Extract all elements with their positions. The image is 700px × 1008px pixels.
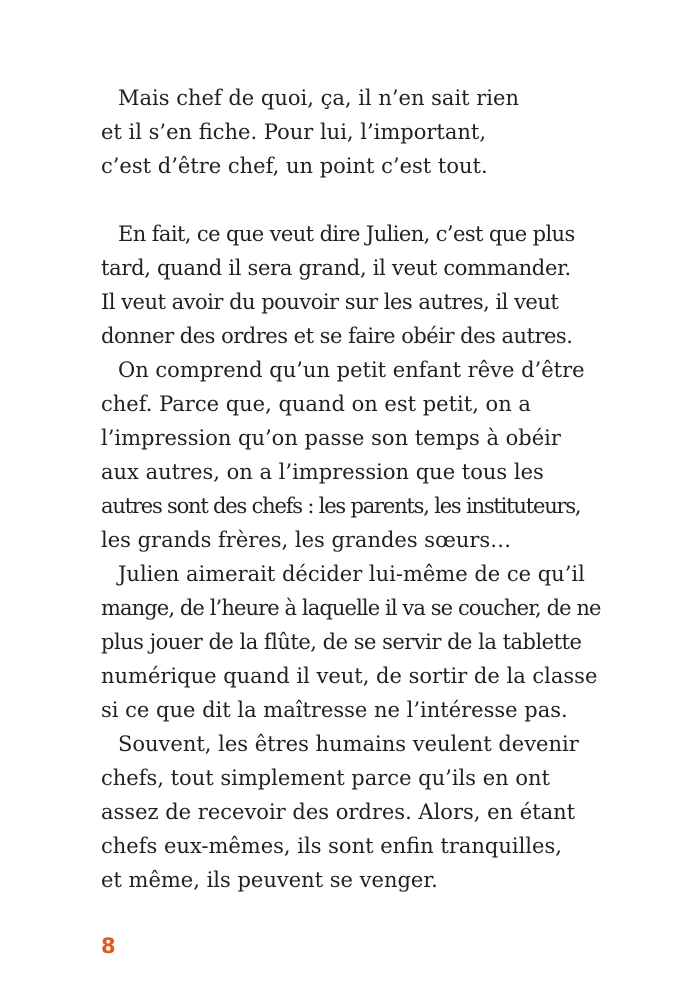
paragraph-line: autres sont des chefs : les parents, les instituteurs, — [101, 494, 581, 518]
paragraph-line: plus jouer de la flûte, de se servir de la tablette — [101, 630, 582, 654]
paragraph-line: donner des ordres et se faire obéir des autres. — [101, 324, 573, 348]
paragraph-line: c’est d’être chef, un point c’est tout. — [101, 154, 488, 178]
paragraph-line: aux autres, on a l’impression que tous les — [101, 460, 544, 484]
paragraph-line: et il s’en fiche. Pour lui, l’important, — [101, 120, 487, 144]
text-section-1 — [101, 81, 611, 183]
paragraph-line: En fait, ce que veut dire Julien, c’est que plus — [118, 222, 575, 246]
paragraph-line: Il veut avoir du pouvoir sur les autres, il veut — [101, 290, 559, 314]
paragraph-line: On comprend qu’un petit enfant rêve d’être — [118, 358, 585, 382]
paragraph-4 — [101, 557, 611, 727]
paragraph-1 — [101, 81, 611, 183]
paragraph-line: chefs, tout simplement parce qu’ils en ont — [101, 766, 550, 790]
paragraph-line: l’impression qu’on passe son temps à obéir — [101, 426, 561, 450]
paragraph-3 — [101, 353, 611, 557]
paragraph-line: Mais chef de quoi, ça, il n’en sait rien — [118, 86, 519, 110]
paragraph-line: assez de recevoir des ordres. Alors, en étant — [101, 800, 576, 824]
paragraph-line: et même, ils peuvent se venger. — [101, 868, 438, 892]
paragraph-line: mange, de l’heure à laquelle il va se coucher, de ne — [101, 596, 601, 620]
paragraph-2 — [101, 217, 611, 353]
paragraph-line: chef. Parce que, quand on est petit, on a — [101, 392, 531, 416]
page-number: 8 — [101, 934, 116, 958]
paragraph-line: les grands frères, les grandes sœurs… — [101, 528, 512, 552]
paragraph-line: si ce que dit la maîtresse ne l’intéresse pas. — [101, 698, 568, 722]
paragraph-line: Julien aimerait décider lui-même de ce qu’il — [118, 562, 585, 586]
paragraph-line: Souvent, les êtres humains veulent devenir — [118, 732, 579, 756]
text-section-2 — [101, 217, 611, 897]
paragraph-line: numérique quand il veut, de sortir de la classe — [101, 664, 598, 688]
paragraph-line: tard, quand il sera grand, il veut commander. — [101, 256, 571, 280]
paragraph-line: chefs eux-mêmes, ils sont enfin tranquilles, — [101, 834, 562, 858]
paragraph-5 — [101, 727, 611, 897]
